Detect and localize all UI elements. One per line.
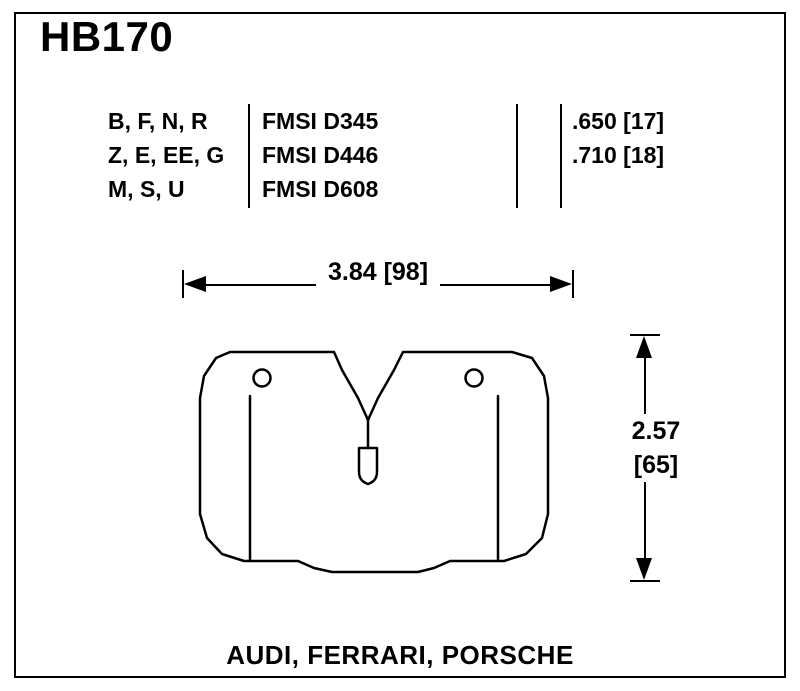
arrow-left-icon xyxy=(184,276,206,292)
thickness-row: .650 [17] xyxy=(572,108,665,134)
spec-divider-1 xyxy=(248,104,250,208)
fmsi-numbers-column xyxy=(256,104,496,208)
fmsi-row: FMSI D446 xyxy=(262,142,379,168)
compound-codes-row: B, F, N, R xyxy=(108,108,208,134)
thickness-row: .710 [18] xyxy=(572,142,665,168)
width-extension-line-right xyxy=(572,270,574,298)
brake-pad-svg xyxy=(182,332,574,584)
arrow-up-icon xyxy=(636,336,652,358)
brake-pad-outline-drawing xyxy=(182,332,574,584)
part-number: HB170 xyxy=(40,13,174,60)
compound-codes-row: Z, E, EE, G xyxy=(108,142,225,168)
fmsi-row: FMSI D608 xyxy=(262,176,379,202)
spec-divider-3 xyxy=(560,104,562,208)
height-dimension-label-mm: [65] xyxy=(633,451,679,479)
fmsi-row: FMSI D345 xyxy=(262,108,379,134)
spec-table xyxy=(104,104,704,208)
width-dimension-label: 3.84 [98] xyxy=(316,258,440,287)
arrow-down-icon xyxy=(636,558,652,580)
compound-codes-column xyxy=(104,104,244,208)
mounting-hole-right xyxy=(466,370,483,387)
arrow-right-icon xyxy=(550,276,572,292)
compound-codes-row: M, S, U xyxy=(108,176,185,202)
width-dimension xyxy=(182,258,574,306)
height-dimension-label-inches: 2.57 xyxy=(631,417,681,445)
spec-divider-2 xyxy=(516,104,518,208)
thickness-column xyxy=(568,104,748,208)
mounting-hole-left xyxy=(254,370,271,387)
vehicle-applications: AUDI, FERRARI, PORSCHE xyxy=(226,640,574,670)
height-dimension-label xyxy=(608,414,704,482)
height-extension-line-bottom xyxy=(630,580,660,582)
